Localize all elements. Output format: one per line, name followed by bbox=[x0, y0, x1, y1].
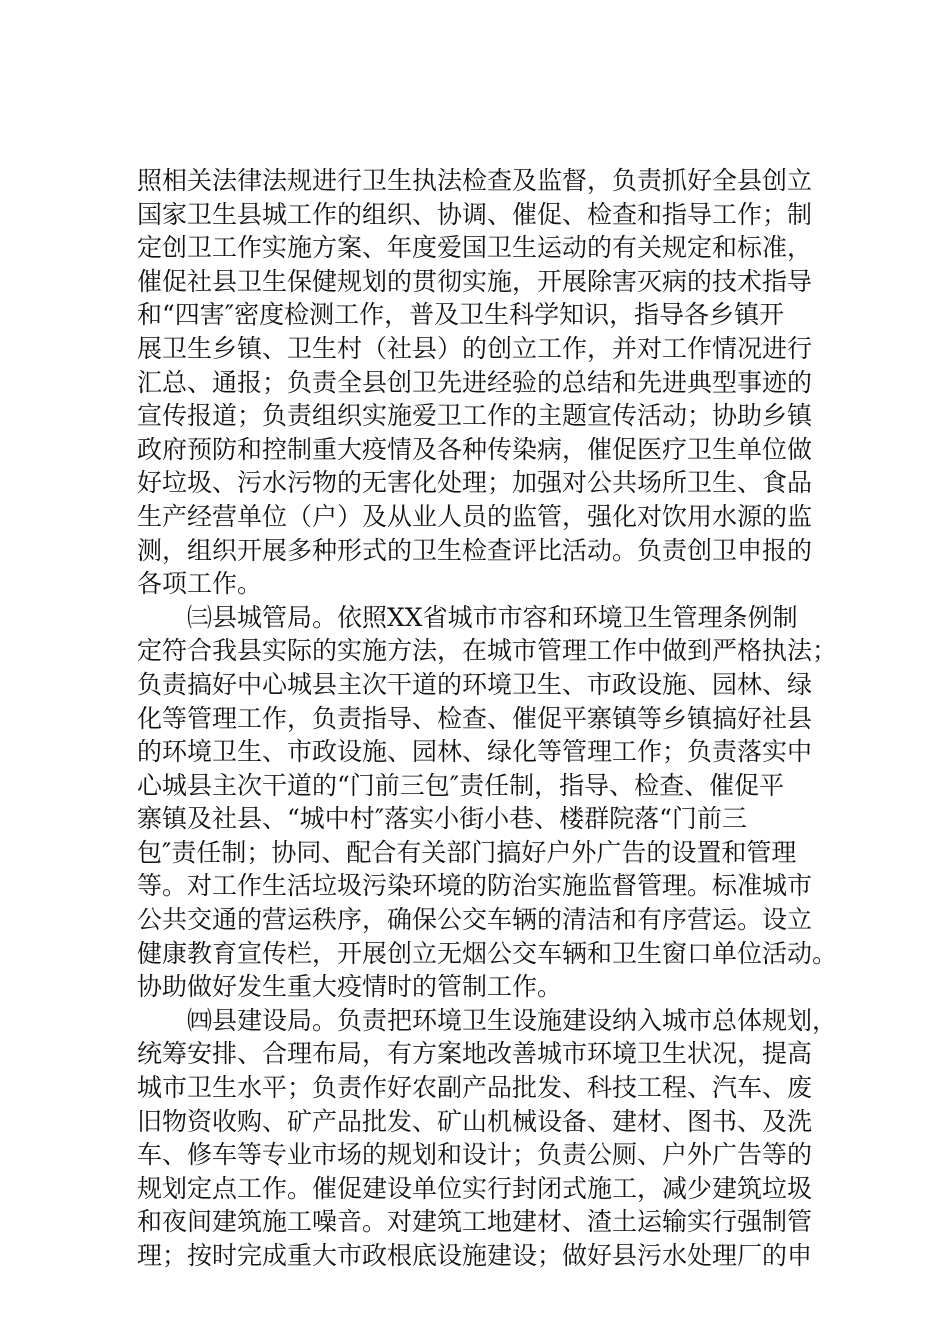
text-line: 和夜间建筑施工噪音。对建筑工地建材、渣土运输实行强制管 bbox=[137, 1207, 813, 1237]
text-line: 协助做好发生重大疫情时的管制工作。 bbox=[137, 972, 563, 1002]
text-line: 寨镇及社县、“城中村″落实小街小巷、楼群院落“门前三 bbox=[137, 804, 747, 834]
text-line: 定符合我县实际的实施方法，在城市管理工作中做到严格执法； bbox=[137, 636, 838, 666]
text-line: 好垃圾、污水污物的无害化处理；加强对公共场所卫生、食品 bbox=[137, 468, 813, 498]
section-heading-line: ㈢县城管局。依照XX省城市市容和环境卫生管理条例制 bbox=[137, 602, 798, 632]
text-line: 和“四害″密度检测工作，普及卫生科学知识，指导各乡镇开 bbox=[137, 300, 785, 330]
text-line: 各项工作。 bbox=[137, 569, 263, 599]
text-line: 宣传报道；负责组织实施爱卫工作的主题宣传活动；协助乡镇 bbox=[137, 401, 813, 431]
text-line: 心城县主次干道的“门前三包″责任制，指导、检查、催促平 bbox=[137, 770, 785, 800]
text-line: 政府预防和控制重大疫情及各种传染病，催促医疗卫生单位做 bbox=[137, 434, 813, 464]
text-line: 生产经营单位（户）及从业人员的监管，强化对饮用水源的监 bbox=[137, 501, 813, 531]
text-line: 理；按时完成重大市政根底设施建设；做好县污水处理厂的申 bbox=[137, 1241, 813, 1270]
text-line: 公共交通的营运秩序，确保公交车辆的清洁和有序营运。设立 bbox=[137, 905, 813, 935]
section-heading-line: ㈣县建设局。负责把环境卫生设施建设纳入城市总体规划， bbox=[137, 1005, 838, 1035]
text-line: 统筹安排、合理布局，有方案地改善城市环境卫生状况，提高 bbox=[137, 1039, 813, 1069]
text-line: 测，组织开展多种形式的卫生检查评比活动。负责创卫申报的 bbox=[137, 535, 813, 565]
text-line: 城市卫生水平；负责作好农副产品批发、科技工程、汽车、废 bbox=[137, 1073, 813, 1103]
text-line: 化等管理工作，负责指导、检查、催促平寨镇等乡镇搞好社县 bbox=[137, 703, 813, 733]
text-line: 车、修车等专业市场的规划和设计；负责公厕、户外广告等的 bbox=[137, 1140, 813, 1170]
text-line: 的环境卫生、市政设施、园林、绿化等管理工作；负责落实中 bbox=[137, 737, 813, 767]
text-line: 健康教育宣传栏，开展创立无烟公交车辆和卫生窗口单位活动。 bbox=[137, 938, 838, 968]
body-text bbox=[137, 164, 837, 1273]
text-line: 包″责任制；协同、配合有关部门搞好户外广告的设置和管理 bbox=[137, 837, 797, 867]
text-line: 照相关法律法规进行卫生执法检查及监督，负责抓好全县创立 bbox=[137, 166, 813, 195]
text-line: 定创卫工作实施方案、年度爱国卫生运动的有关规定和标准， bbox=[137, 233, 813, 263]
text-line: 负责搞好中心城县主次干道的环境卫生、市政设施、园林、绿 bbox=[137, 669, 813, 699]
text-line: 汇总、通报；负责全县创卫先进经验的总结和先进典型事迹的 bbox=[137, 367, 813, 397]
text-line: 规划定点工作。催促建设单位实行封闭式施工，减少建筑垃圾 bbox=[137, 1173, 813, 1203]
text-line: 展卫生乡镇、卫生村（社县）的创立工作，并对工作情况进行 bbox=[137, 333, 813, 363]
text-line: 等。对工作生活垃圾污染环境的防治实施监督管理。标准城市 bbox=[137, 871, 813, 901]
text-line: 催促社县卫生保健规划的贯彻实施，开展除害灭病的技术指导 bbox=[137, 266, 813, 296]
text-line: 旧物资收购、矿产品批发、矿山机械设备、建材、图书、及洗 bbox=[137, 1106, 813, 1136]
text-line: 国家卫生县城工作的组织、协调、催促、检查和指导工作；制 bbox=[137, 199, 813, 229]
